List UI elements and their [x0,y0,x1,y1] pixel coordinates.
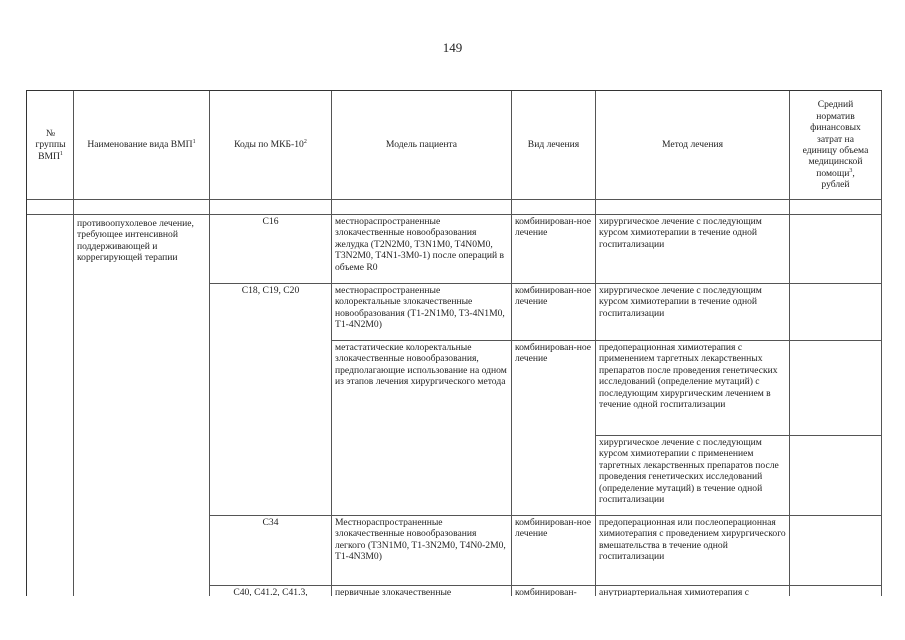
treatment-method-cell: предоперационная или послеоперационная химиотерапия с проведением хирургического вмешательства в течение одной госпитализации [599,517,786,563]
treatment-type-cell: комбинирован-ное лечение [515,342,592,365]
row-divider [209,515,882,516]
treatment-type-cell: комбинирован-ное лечение [515,517,592,540]
header-divider [27,199,882,200]
icd-code-cell: C18, C19, C20 [241,285,300,296]
icd-code-cell: C34 [262,517,279,528]
row-divider [209,585,882,586]
medical-care-table [26,90,882,596]
treatment-method-cell: хирургическое лечение с последующим курсом химиотерапии в течение одной госпитализации [599,285,762,319]
column-number-row-divider [27,214,882,215]
icd-code-cell: C16 [262,216,279,227]
treatment-type-cell: комбинирован- [515,587,577,596]
row-divider [209,283,882,284]
page-number: 149 [442,40,463,55]
treatment-method-cell: анутриартериальная химиотерапия с [599,587,749,596]
header-treatment-method: Метод лечения [661,139,724,151]
treatment-method-cell: предоперационная химиотерапия с применением таргетных лекарственных препаратов после проведения генетических исследований (определение мутаций) с последующим хирургическим лечением в течение одной госпитализации [599,342,778,411]
header-group-number: № группы ВМП$^1$ [35,127,66,162]
treatment-method-cell: хирургическое лечение с последующим курсом химиотерапии с применением таргетных лекарственных препаратов после проведения генетических исследований (определение мутаций) в течение одной госпитализации [599,437,779,506]
header-vmp-name: Наименование вида ВМП$^1$ [87,139,196,151]
patient-model-cell: метастатические колоректальные злокачественные новообразования, предполагающие использование на одном из этапов лечения хирургического метода [335,342,507,388]
header-icd-codes: Коды по МКБ-$10^2$ [234,139,307,151]
patient-model-cell: местнораспространенные колоректальные злокачественные новообразования (T1-2N1M0, T3-4N1M0, T1-4N2M0) [335,285,505,331]
row-divider [331,340,882,341]
treatment-type-cell: комбинирован-ное лечение [515,285,592,308]
header-average-cost: Средний норматив финансовых затрат на единицу объема медицинской помощи$^3$, рублей [802,99,869,191]
row-divider [595,435,882,436]
treatment-method-cell: хирургическое лечение с последующим курсом химиотерапии в течение одной госпитализации [599,216,762,250]
icd-code-cell: C40, C41.2, C41.3, [233,587,308,596]
patient-model-cell: первичные злокачественные [335,587,452,596]
treatment-type-cell: комбинирован-ное лечение [515,216,592,239]
patient-model-cell: Местнораспространенные злокачественные новообразования легкого (T3N1M0, T1-3N2M0, T4N0-2M0, T1-4N3M0) [335,517,506,563]
patient-model-cell: местнораспространенные злокачественные новообразования желудка (T2N2M0, T3N1M0, T4N0M0, T3N2M0, T4N1-3M0-1) после операций в объеме R0 [335,216,505,273]
header-treatment-type: Вид лечения [527,139,580,151]
header-patient-model: Модель пациента [385,139,458,151]
column-divider [881,91,882,596]
vmp-group-name: противоопухолевое лечение, требующее интенсивной поддерживающей и коррегирующей терапии [77,218,194,264]
